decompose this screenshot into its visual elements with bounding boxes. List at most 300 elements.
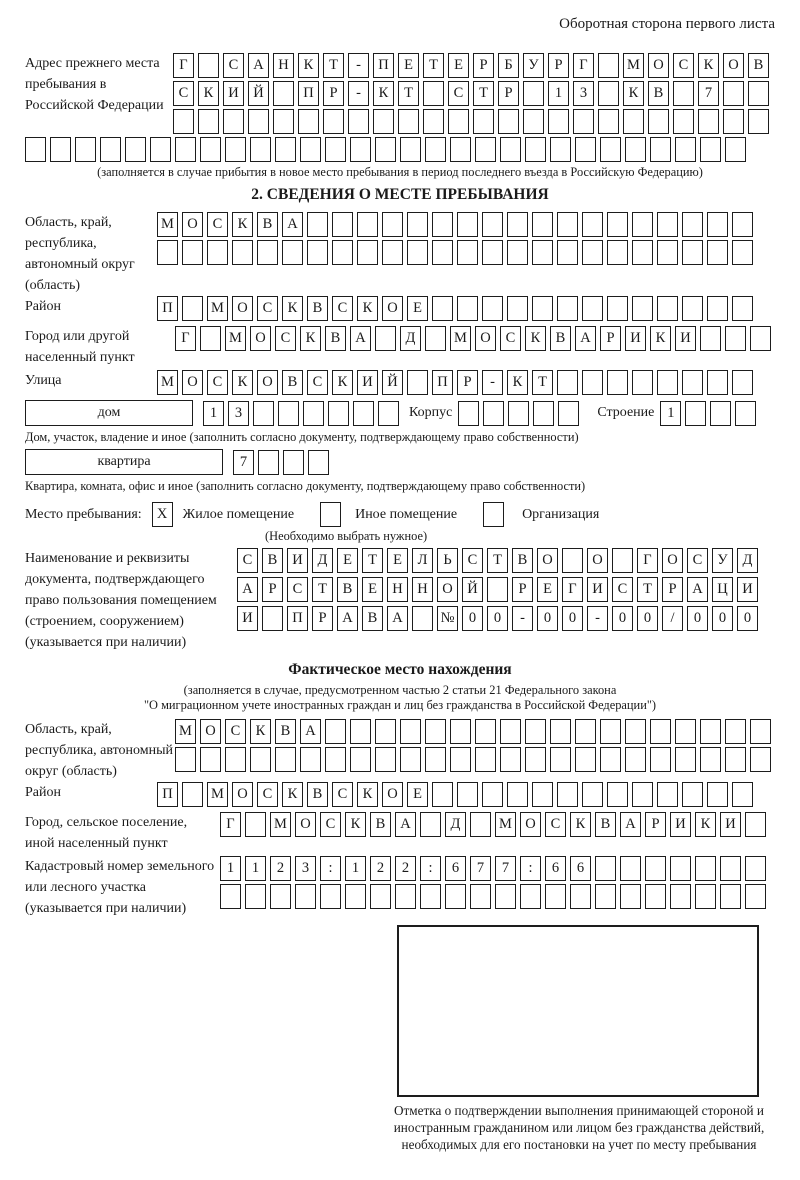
char-cell[interactable]: С	[500, 326, 521, 351]
char-cell[interactable]: 0	[562, 606, 583, 631]
char-cell[interactable]: 0	[687, 606, 708, 631]
char-cell[interactable]	[648, 109, 669, 134]
char-cell[interactable]: -	[348, 81, 369, 106]
char-cell[interactable]	[707, 370, 728, 395]
char-cell[interactable]	[198, 53, 219, 78]
char-cell[interactable]	[657, 782, 678, 807]
char-cell[interactable]: Р	[262, 577, 283, 602]
char-cell[interactable]	[735, 401, 756, 426]
char-cell[interactable]	[645, 856, 666, 881]
char-cell[interactable]	[600, 137, 621, 162]
char-cell[interactable]: В	[282, 370, 303, 395]
char-cell[interactable]	[707, 296, 728, 321]
char-cell[interactable]: М	[450, 326, 471, 351]
char-cell[interactable]: С	[462, 548, 483, 573]
char-cell[interactable]: С	[545, 812, 566, 837]
char-cell[interactable]: С	[673, 53, 694, 78]
char-cell[interactable]	[325, 137, 346, 162]
char-cell[interactable]: П	[157, 782, 178, 807]
char-cell[interactable]: 2	[270, 856, 291, 881]
char-cell[interactable]: Т	[398, 81, 419, 106]
char-cell[interactable]: П	[157, 296, 178, 321]
char-cell[interactable]: Р	[662, 577, 683, 602]
char-cell[interactable]: Т	[487, 548, 508, 573]
char-cell[interactable]	[232, 240, 253, 265]
char-cell[interactable]	[225, 747, 246, 772]
char-cell[interactable]: М	[495, 812, 516, 837]
char-cell[interactable]	[645, 884, 666, 909]
char-cell[interactable]	[425, 137, 446, 162]
char-cell[interactable]	[320, 884, 341, 909]
char-cell[interactable]	[325, 747, 346, 772]
char-cell[interactable]	[173, 109, 194, 134]
char-cell[interactable]	[682, 240, 703, 265]
char-cell[interactable]: Г	[562, 577, 583, 602]
char-cell[interactable]	[357, 240, 378, 265]
char-cell[interactable]	[607, 212, 628, 237]
char-cell[interactable]	[732, 240, 753, 265]
char-cell[interactable]: В	[362, 606, 383, 631]
char-cell[interactable]	[198, 109, 219, 134]
char-cell[interactable]: Т	[323, 53, 344, 78]
char-cell[interactable]: 3	[573, 81, 594, 106]
char-cell[interactable]: Й	[382, 370, 403, 395]
char-cell[interactable]	[600, 719, 621, 744]
char-cell[interactable]: С	[332, 782, 353, 807]
char-cell[interactable]	[425, 747, 446, 772]
char-cell[interactable]	[700, 326, 721, 351]
char-cell[interactable]	[278, 401, 299, 426]
char-cell[interactable]	[625, 719, 646, 744]
char-cell[interactable]: А	[620, 812, 641, 837]
char-cell[interactable]: Н	[412, 577, 433, 602]
char-cell[interactable]: Е	[362, 577, 383, 602]
char-cell[interactable]	[508, 401, 529, 426]
char-cell[interactable]: К	[373, 81, 394, 106]
char-cell[interactable]	[395, 884, 416, 909]
char-cell[interactable]	[695, 856, 716, 881]
char-cell[interactable]: 0	[612, 606, 633, 631]
char-cell[interactable]: Й	[462, 577, 483, 602]
char-cell[interactable]	[532, 240, 553, 265]
char-cell[interactable]: А	[300, 719, 321, 744]
char-cell[interactable]	[682, 212, 703, 237]
char-cell[interactable]: Г	[637, 548, 658, 573]
char-cell[interactable]: У	[712, 548, 733, 573]
char-cell[interactable]	[250, 747, 271, 772]
char-cell[interactable]	[732, 296, 753, 321]
char-cell[interactable]: 0	[537, 606, 558, 631]
char-cell[interactable]: 7	[470, 856, 491, 881]
char-cell[interactable]: Е	[448, 53, 469, 78]
char-cell[interactable]	[607, 782, 628, 807]
char-cell[interactable]	[407, 370, 428, 395]
char-cell[interactable]	[707, 240, 728, 265]
char-cell[interactable]	[345, 884, 366, 909]
char-cell[interactable]	[425, 326, 446, 351]
char-cell[interactable]: Г	[173, 53, 194, 78]
char-cell[interactable]: Р	[473, 53, 494, 78]
char-cell[interactable]	[350, 719, 371, 744]
char-cell[interactable]	[475, 747, 496, 772]
char-cell[interactable]	[632, 212, 653, 237]
char-cell[interactable]	[245, 884, 266, 909]
char-cell[interactable]	[548, 109, 569, 134]
char-cell[interactable]: И	[587, 577, 608, 602]
char-cell[interactable]: В	[648, 81, 669, 106]
char-cell[interactable]: С	[320, 812, 341, 837]
char-cell[interactable]	[582, 782, 603, 807]
char-cell[interactable]: О	[295, 812, 316, 837]
char-cell[interactable]	[607, 370, 628, 395]
char-cell[interactable]	[500, 747, 521, 772]
checkbox-zhiloe[interactable]	[152, 502, 173, 527]
char-cell[interactable]	[707, 782, 728, 807]
char-cell[interactable]: 1	[220, 856, 241, 881]
char-cell[interactable]	[625, 137, 646, 162]
char-cell[interactable]	[482, 296, 503, 321]
char-cell[interactable]	[650, 137, 671, 162]
char-cell[interactable]	[620, 856, 641, 881]
char-cell[interactable]	[182, 296, 203, 321]
char-cell[interactable]	[595, 884, 616, 909]
char-cell[interactable]: М	[270, 812, 291, 837]
char-cell[interactable]: О	[232, 296, 253, 321]
char-cell[interactable]: 0	[712, 606, 733, 631]
char-cell[interactable]	[748, 81, 769, 106]
char-cell[interactable]: :	[320, 856, 341, 881]
char-cell[interactable]	[570, 884, 591, 909]
char-cell[interactable]	[182, 782, 203, 807]
char-cell[interactable]	[720, 856, 741, 881]
char-cell[interactable]: 1	[245, 856, 266, 881]
char-cell[interactable]	[723, 81, 744, 106]
char-cell[interactable]	[700, 719, 721, 744]
char-cell[interactable]	[725, 719, 746, 744]
char-cell[interactable]: Т	[312, 577, 333, 602]
char-cell[interactable]	[307, 212, 328, 237]
char-cell[interactable]: 0	[737, 606, 758, 631]
char-cell[interactable]	[248, 109, 269, 134]
char-cell[interactable]: И	[625, 326, 646, 351]
char-cell[interactable]	[557, 212, 578, 237]
char-cell[interactable]: К	[250, 719, 271, 744]
char-cell[interactable]: Е	[537, 577, 558, 602]
char-cell[interactable]	[650, 719, 671, 744]
char-cell[interactable]	[475, 719, 496, 744]
char-cell[interactable]: А	[282, 212, 303, 237]
char-cell[interactable]: И	[670, 812, 691, 837]
char-cell[interactable]	[432, 296, 453, 321]
char-cell[interactable]	[598, 53, 619, 78]
char-cell[interactable]	[625, 747, 646, 772]
char-cell[interactable]: А	[687, 577, 708, 602]
char-cell[interactable]: :	[520, 856, 541, 881]
char-cell[interactable]	[700, 137, 721, 162]
char-cell[interactable]: С	[612, 577, 633, 602]
char-cell[interactable]: К	[282, 782, 303, 807]
char-cell[interactable]: В	[257, 212, 278, 237]
char-cell[interactable]: С	[173, 81, 194, 106]
char-cell[interactable]	[432, 212, 453, 237]
char-cell[interactable]: 1	[345, 856, 366, 881]
checkbox-inoe[interactable]	[320, 502, 341, 527]
char-cell[interactable]	[675, 747, 696, 772]
char-cell[interactable]	[525, 137, 546, 162]
char-cell[interactable]: К	[282, 296, 303, 321]
char-cell[interactable]	[720, 884, 741, 909]
char-cell[interactable]	[698, 109, 719, 134]
char-cell[interactable]: И	[675, 326, 696, 351]
char-cell[interactable]	[283, 450, 304, 475]
char-cell[interactable]	[320, 502, 341, 527]
char-cell[interactable]	[150, 137, 171, 162]
char-cell[interactable]	[273, 109, 294, 134]
char-cell[interactable]	[473, 109, 494, 134]
char-cell[interactable]	[50, 137, 71, 162]
char-cell[interactable]: С	[207, 212, 228, 237]
char-cell[interactable]: С	[207, 370, 228, 395]
char-cell[interactable]: :	[420, 856, 441, 881]
char-cell[interactable]: С	[225, 719, 246, 744]
char-cell[interactable]: С	[332, 296, 353, 321]
char-cell[interactable]: Т	[473, 81, 494, 106]
char-cell[interactable]: А	[337, 606, 358, 631]
char-cell[interactable]	[275, 747, 296, 772]
char-cell[interactable]: Н	[273, 53, 294, 78]
char-cell[interactable]: О	[520, 812, 541, 837]
char-cell[interactable]: К	[232, 212, 253, 237]
char-cell[interactable]: Г	[220, 812, 241, 837]
char-cell[interactable]	[550, 137, 571, 162]
char-cell[interactable]	[623, 109, 644, 134]
char-cell[interactable]	[458, 401, 479, 426]
char-cell[interactable]	[482, 782, 503, 807]
char-cell[interactable]: С	[275, 326, 296, 351]
char-cell[interactable]: В	[275, 719, 296, 744]
char-cell[interactable]	[582, 370, 603, 395]
char-cell[interactable]: В	[262, 548, 283, 573]
char-cell[interactable]: Е	[407, 296, 428, 321]
char-cell[interactable]	[607, 296, 628, 321]
char-cell[interactable]	[398, 109, 419, 134]
char-cell[interactable]	[507, 212, 528, 237]
char-cell[interactable]: И	[357, 370, 378, 395]
char-cell[interactable]: И	[237, 606, 258, 631]
char-cell[interactable]: -	[512, 606, 533, 631]
char-cell[interactable]	[448, 109, 469, 134]
char-cell[interactable]	[457, 782, 478, 807]
char-cell[interactable]: М	[157, 212, 178, 237]
char-cell[interactable]: О	[182, 370, 203, 395]
char-cell[interactable]	[545, 884, 566, 909]
char-cell[interactable]: Д	[737, 548, 758, 573]
char-cell[interactable]	[257, 240, 278, 265]
char-cell[interactable]	[675, 719, 696, 744]
char-cell[interactable]	[523, 81, 544, 106]
char-cell[interactable]	[707, 212, 728, 237]
char-cell[interactable]: Т	[423, 53, 444, 78]
char-cell[interactable]	[450, 747, 471, 772]
char-cell[interactable]	[420, 884, 441, 909]
char-cell[interactable]	[412, 606, 433, 631]
char-cell[interactable]: К	[357, 782, 378, 807]
char-cell[interactable]: П	[432, 370, 453, 395]
char-cell[interactable]	[295, 884, 316, 909]
char-cell[interactable]	[598, 109, 619, 134]
char-cell[interactable]: 7	[698, 81, 719, 106]
char-cell[interactable]	[533, 401, 554, 426]
char-cell[interactable]	[532, 212, 553, 237]
char-cell[interactable]	[457, 212, 478, 237]
char-cell[interactable]	[598, 81, 619, 106]
char-cell[interactable]	[750, 326, 771, 351]
char-cell[interactable]: О	[200, 719, 221, 744]
char-cell[interactable]: К	[345, 812, 366, 837]
char-cell[interactable]	[750, 719, 771, 744]
char-cell[interactable]: В	[307, 782, 328, 807]
char-cell[interactable]	[282, 240, 303, 265]
char-cell[interactable]: Д	[400, 326, 421, 351]
char-cell[interactable]: О	[382, 296, 403, 321]
char-cell[interactable]: О	[382, 782, 403, 807]
char-cell[interactable]: С	[307, 370, 328, 395]
char-cell[interactable]	[620, 884, 641, 909]
char-cell[interactable]	[550, 747, 571, 772]
char-cell[interactable]	[445, 884, 466, 909]
char-cell[interactable]	[450, 719, 471, 744]
char-cell[interactable]: О	[437, 577, 458, 602]
char-cell[interactable]: С	[223, 53, 244, 78]
char-cell[interactable]	[200, 747, 221, 772]
char-cell[interactable]: А	[575, 326, 596, 351]
char-cell[interactable]	[725, 137, 746, 162]
char-cell[interactable]	[378, 401, 399, 426]
char-cell[interactable]	[657, 212, 678, 237]
char-cell[interactable]	[300, 747, 321, 772]
char-cell[interactable]: В	[512, 548, 533, 573]
char-cell[interactable]: Ь	[437, 548, 458, 573]
char-cell[interactable]	[225, 137, 246, 162]
char-cell[interactable]: К	[298, 53, 319, 78]
char-cell[interactable]	[532, 296, 553, 321]
char-cell[interactable]	[375, 137, 396, 162]
char-cell[interactable]: П	[298, 81, 319, 106]
char-cell[interactable]: К	[623, 81, 644, 106]
char-cell[interactable]: Ц	[712, 577, 733, 602]
char-cell[interactable]	[650, 747, 671, 772]
char-cell[interactable]	[375, 747, 396, 772]
char-cell[interactable]: У	[523, 53, 544, 78]
char-cell[interactable]	[457, 296, 478, 321]
char-cell[interactable]	[432, 782, 453, 807]
char-cell[interactable]	[557, 240, 578, 265]
char-cell[interactable]: И	[737, 577, 758, 602]
char-cell[interactable]: О	[475, 326, 496, 351]
char-cell[interactable]	[332, 212, 353, 237]
char-cell[interactable]	[673, 109, 694, 134]
char-cell[interactable]	[307, 240, 328, 265]
char-cell[interactable]: О	[182, 212, 203, 237]
char-cell[interactable]: Е	[337, 548, 358, 573]
char-cell[interactable]	[375, 326, 396, 351]
char-cell[interactable]	[495, 884, 516, 909]
char-cell[interactable]: Г	[175, 326, 196, 351]
char-cell[interactable]	[500, 719, 521, 744]
char-cell[interactable]: К	[232, 370, 253, 395]
char-cell[interactable]	[157, 240, 178, 265]
char-cell[interactable]: К	[357, 296, 378, 321]
char-cell[interactable]: -	[587, 606, 608, 631]
char-cell[interactable]	[632, 296, 653, 321]
char-cell[interactable]	[748, 109, 769, 134]
char-cell[interactable]	[308, 450, 329, 475]
char-cell[interactable]	[382, 240, 403, 265]
char-cell[interactable]	[245, 812, 266, 837]
char-cell[interactable]	[682, 782, 703, 807]
char-cell[interactable]	[557, 296, 578, 321]
char-cell[interactable]: -	[348, 53, 369, 78]
char-cell[interactable]	[348, 109, 369, 134]
char-cell[interactable]: В	[307, 296, 328, 321]
char-cell[interactable]	[500, 137, 521, 162]
char-cell[interactable]: Т	[532, 370, 553, 395]
char-cell[interactable]	[525, 747, 546, 772]
char-cell[interactable]	[710, 401, 731, 426]
char-cell[interactable]	[725, 326, 746, 351]
char-cell[interactable]	[612, 548, 633, 573]
char-cell[interactable]: О	[250, 326, 271, 351]
char-cell[interactable]	[223, 109, 244, 134]
char-cell[interactable]: 2	[395, 856, 416, 881]
char-cell[interactable]	[423, 109, 444, 134]
char-cell[interactable]: С	[687, 548, 708, 573]
char-cell[interactable]: К	[507, 370, 528, 395]
char-cell[interactable]: Р	[498, 81, 519, 106]
char-cell[interactable]	[220, 884, 241, 909]
char-cell[interactable]	[582, 212, 603, 237]
char-cell[interactable]	[175, 747, 196, 772]
char-cell[interactable]: Д	[312, 548, 333, 573]
char-cell[interactable]	[632, 370, 653, 395]
char-cell[interactable]	[573, 109, 594, 134]
char-cell[interactable]: М	[207, 782, 228, 807]
char-cell[interactable]	[607, 240, 628, 265]
char-cell[interactable]: Й	[248, 81, 269, 106]
char-cell[interactable]: С	[287, 577, 308, 602]
char-cell[interactable]	[632, 782, 653, 807]
char-cell[interactable]	[325, 719, 346, 744]
char-cell[interactable]	[420, 812, 441, 837]
char-cell[interactable]: В	[748, 53, 769, 78]
char-cell[interactable]: М	[225, 326, 246, 351]
char-cell[interactable]	[423, 81, 444, 106]
char-cell[interactable]	[370, 884, 391, 909]
char-cell[interactable]: В	[595, 812, 616, 837]
char-cell[interactable]	[487, 577, 508, 602]
char-cell[interactable]: №	[437, 606, 458, 631]
char-cell[interactable]	[700, 747, 721, 772]
char-cell[interactable]	[457, 240, 478, 265]
char-cell[interactable]	[557, 370, 578, 395]
char-cell[interactable]	[375, 719, 396, 744]
char-cell[interactable]: 0	[637, 606, 658, 631]
char-cell[interactable]: В	[337, 577, 358, 602]
char-cell[interactable]: Р	[512, 577, 533, 602]
char-cell[interactable]: 6	[545, 856, 566, 881]
char-cell[interactable]	[670, 884, 691, 909]
char-cell[interactable]: Р	[312, 606, 333, 631]
